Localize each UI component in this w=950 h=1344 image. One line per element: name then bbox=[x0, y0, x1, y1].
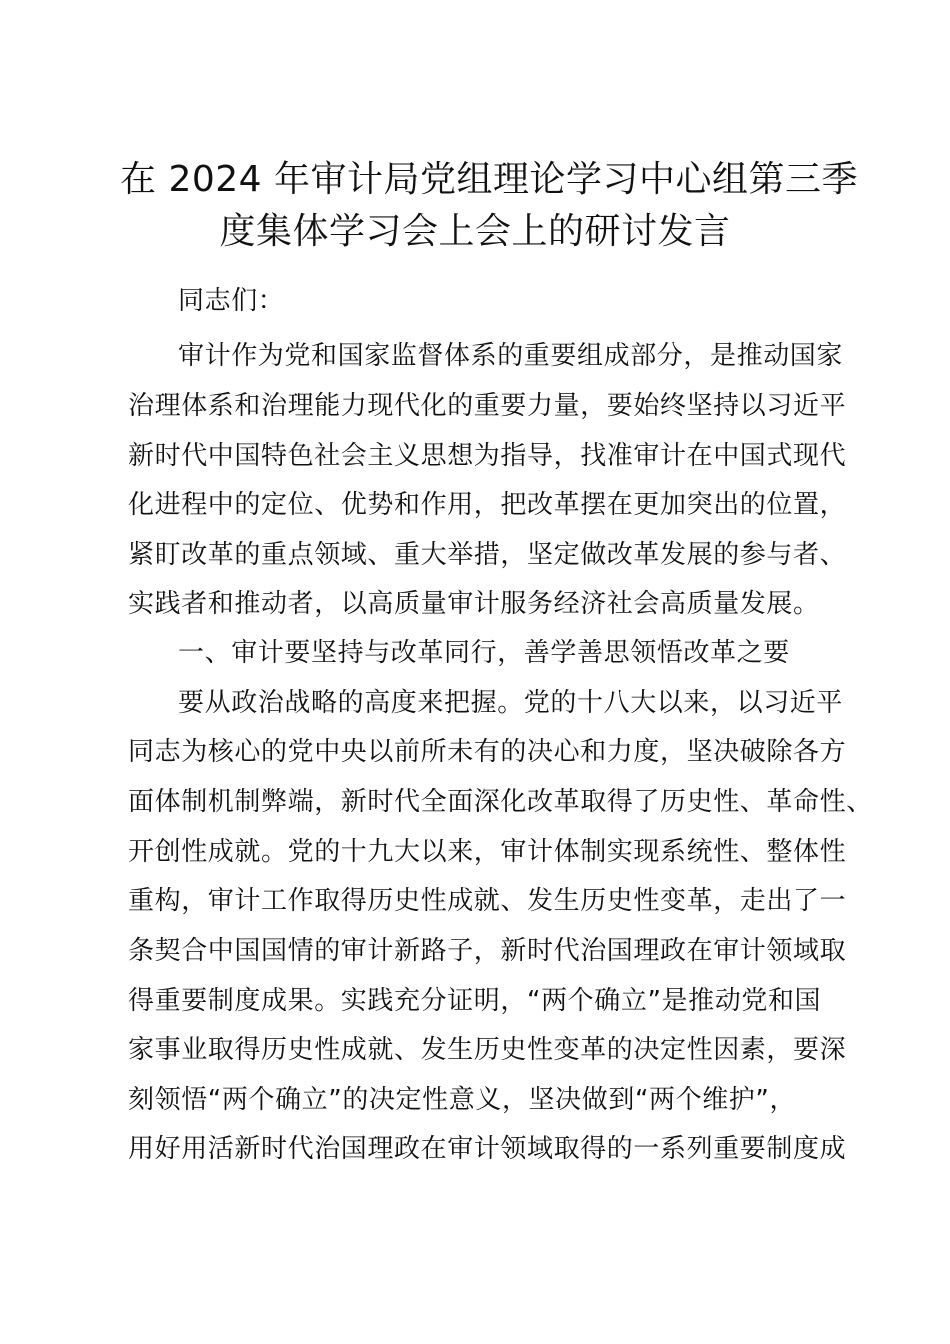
paragraph-1-line: 新时代中国特色社会主义思想为指导，找准审计在中国式现代 bbox=[128, 441, 847, 471]
document-title-line-1: 在 2024 年审计局党组理论学习中心组第三季 bbox=[120, 159, 859, 200]
paragraph-1-line: 审计作为党和国家监督体系的重要组成部分，是推动国家 bbox=[178, 341, 844, 371]
paragraph-2-line: 重构，审计工作取得历史性成就、发生历史性变革，走出了一 bbox=[128, 886, 847, 916]
salutation: 同志们： bbox=[178, 286, 285, 316]
paragraph-2-line: 条契合中国国情的审计新路子，新时代治国理政在审计领域取 bbox=[128, 936, 847, 966]
paragraph-2-line: 要从政治战略的高度来把握。党的十八大以来，以习近平 bbox=[178, 688, 844, 718]
paragraph-2-line: 开创性成就。党的十九大以来，审计体制实现系统性、整体性 bbox=[128, 837, 847, 867]
document-title-line-2: 度集体学习会上会上的研讨发言 bbox=[219, 211, 731, 252]
paragraph-2-line: 面体制机制弊端，新时代全面深化改革取得了历史性、革命性、 bbox=[128, 787, 873, 817]
paragraph-2-line: 同志为核心的党中央以前所未有的决心和力度，坚决破除各方 bbox=[128, 737, 847, 767]
paragraph-2-line: 刻领悟“两个确立”的决定性意义，坚决做到“两个维护”， bbox=[128, 1085, 797, 1115]
paragraph-2-line: 得重要制度成果。实践充分证明，“两个确立”是推动党和国 bbox=[128, 986, 822, 1016]
paragraph-2-line: 用好用活新时代治国理政在审计领域取得的一系列重要制度成 bbox=[128, 1134, 847, 1164]
paragraph-1-line: 紧盯改革的重点领域、重大举措，坚定做改革发展的参与者、 bbox=[128, 540, 847, 570]
paragraph-2-line: 家事业取得历史性成就、发生历史性变革的决定性因素，要深 bbox=[128, 1035, 847, 1065]
section-heading-1: 一、审计要坚持与改革同行，善学善思领悟改革之要 bbox=[178, 638, 790, 668]
paragraph-1-line: 实践者和推动者，以高质量审计服务经济社会高质量发展。 bbox=[128, 589, 820, 619]
paragraph-1-line: 治理体系和治理能力现代化的重要力量，要始终坚持以习近平 bbox=[128, 391, 847, 421]
paragraph-1-line: 化进程中的定位、优势和作用，把改革摆在更加突出的位置， bbox=[128, 490, 847, 520]
